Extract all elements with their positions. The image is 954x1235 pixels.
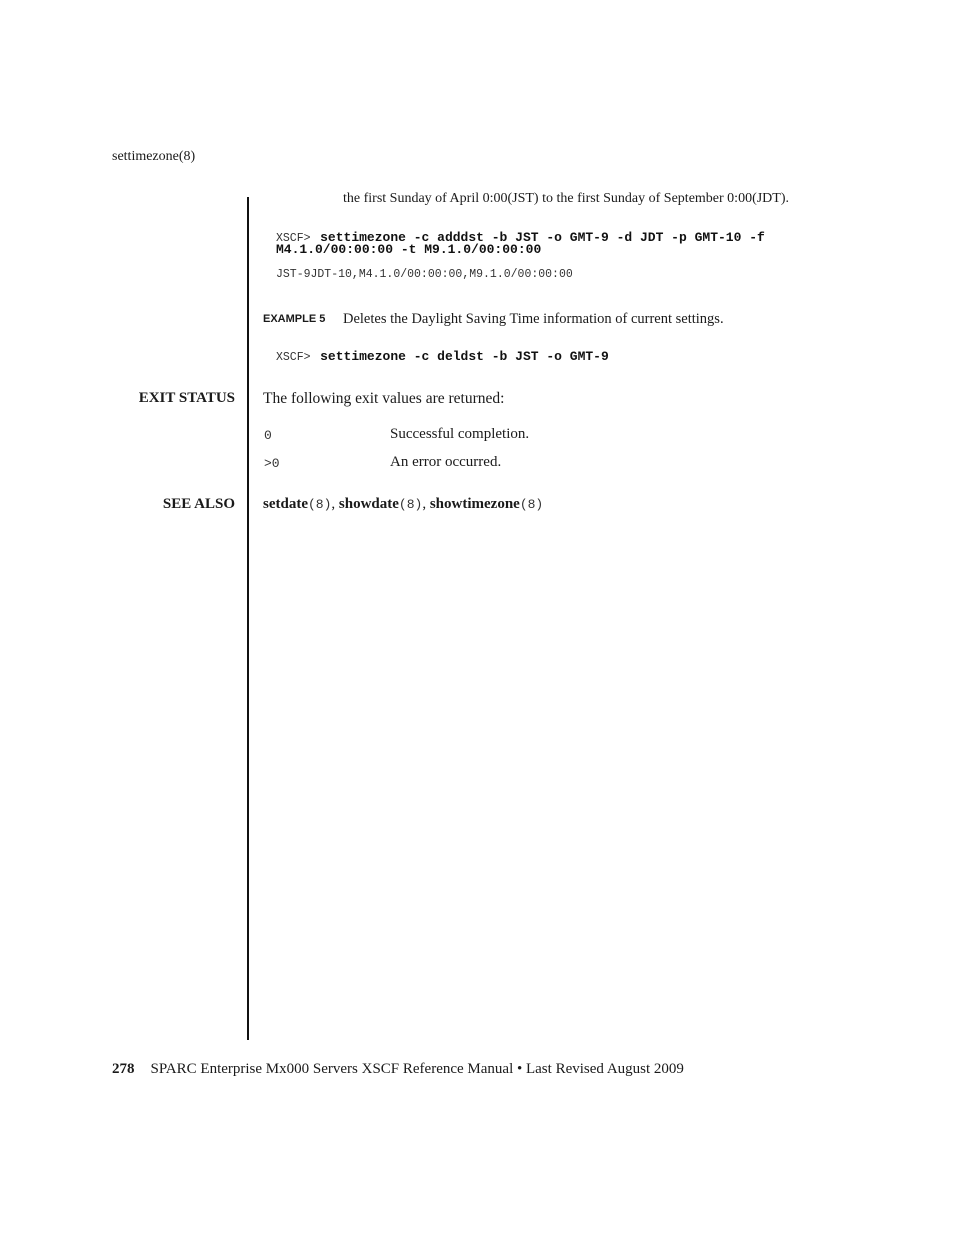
see-also-heading: SEE ALSO xyxy=(162,496,235,512)
example4-output: JST-9JDT-10,M4.1.0/00:00:00,M9.1.0/00:00:00 xyxy=(276,268,573,281)
exit-code-value: 0 xyxy=(264,428,272,443)
example5-command xyxy=(276,347,609,365)
exit-code-value: >0 xyxy=(264,456,280,471)
example-description: Deletes the Daylight Saving Time information of current settings. xyxy=(343,311,724,327)
command-text: settimezone -c deldst -b JST -o GMT-9 xyxy=(320,349,609,364)
continuation-text: the first Sunday of April 0:00(JST) to the first Sunday of September 0:00(JDT). xyxy=(343,191,789,206)
see-also-ref[interactable]: showtimezone(8) xyxy=(429,496,544,512)
exit-code-description: Successful completion. xyxy=(390,426,530,442)
command-text: settimezone -c adddst -b JST -o GMT-9 -d JDT -p GMT-10 -f xyxy=(320,230,765,245)
example4-command-line2: M4.1.0/00:00:00 -t M9.1.0/00:00:00 xyxy=(276,242,542,257)
page-number: 278 xyxy=(112,1061,135,1077)
command-prompt: XSCF> xyxy=(276,232,311,245)
see-also-list: setdate(8), showdate(8), showtimezone(8) xyxy=(263,496,544,512)
command-prompt: XSCF> xyxy=(276,351,311,364)
running-header: settimezone(8) xyxy=(112,149,196,164)
footer-text: SPARC Enterprise Mx000 Servers XSCF Reference Manual • Last Revised August 2009 xyxy=(150,1061,684,1077)
section-divider-rule xyxy=(247,197,249,1040)
exit-code-description: An error occurred. xyxy=(390,454,502,470)
see-also-ref[interactable]: showdate(8) xyxy=(338,496,423,512)
see-also-ref[interactable]: setdate(8) xyxy=(263,496,332,512)
example-label: EXAMPLE 5 xyxy=(263,313,326,325)
page-footer xyxy=(112,1061,684,1078)
exit-status-heading: EXIT STATUS xyxy=(138,390,235,406)
exit-status-intro: The following exit values are returned: xyxy=(263,390,505,407)
